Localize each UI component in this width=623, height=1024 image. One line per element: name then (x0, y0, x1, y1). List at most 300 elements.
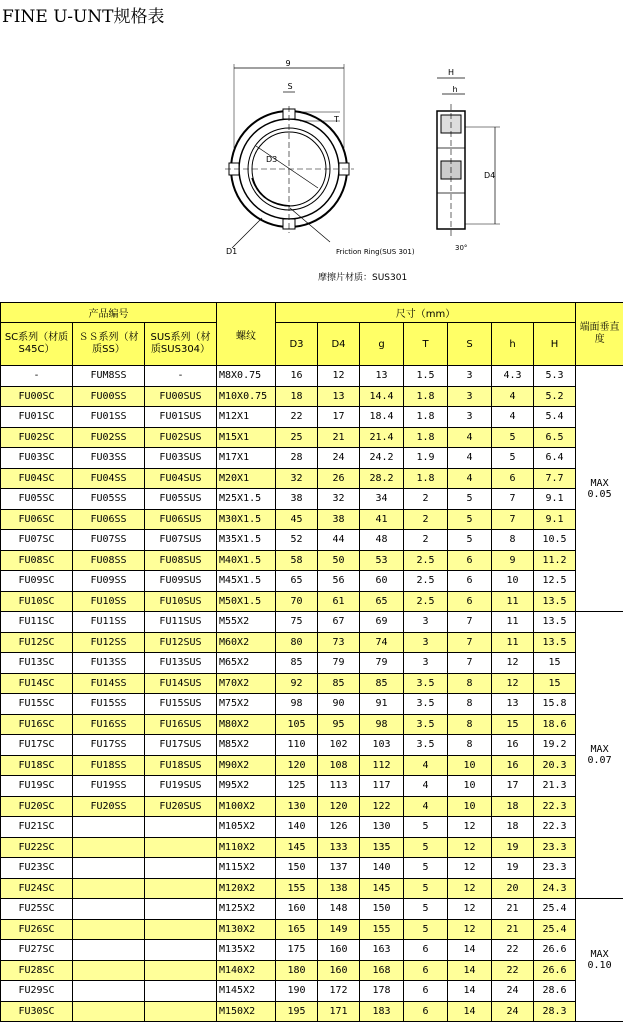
cell-d3: 45 (276, 509, 318, 530)
cell-t: 5 (404, 919, 448, 940)
cell-sus: FU16SUS (145, 714, 217, 735)
cell-s: 8 (448, 735, 492, 756)
cell-sus: FU08SUS (145, 550, 217, 571)
cell-d3: 195 (276, 1001, 318, 1022)
cell-g: 65 (360, 591, 404, 612)
cell-thread: M65X2 (217, 653, 276, 674)
cell-d4: 32 (318, 489, 360, 510)
cell-ss: FU04SS (73, 468, 145, 489)
cell-d3: 110 (276, 735, 318, 756)
cell-g: 79 (360, 653, 404, 674)
material-caption: 摩擦片材质：SUS301 (318, 273, 408, 283)
cell-ss: FU03SS (73, 448, 145, 469)
header-thread: 螺纹 (217, 303, 276, 366)
cell-thread: M12X1 (217, 407, 276, 428)
cell-g: 150 (360, 899, 404, 920)
cell-h: 19 (492, 837, 534, 858)
cell-d3: 28 (276, 448, 318, 469)
cell-d3: 125 (276, 776, 318, 797)
cell-ss (73, 940, 145, 961)
cell-d3: 175 (276, 940, 318, 961)
cell-sc: FU11SC (1, 612, 73, 633)
cell-ss: FU10SS (73, 591, 145, 612)
cell-g: 48 (360, 530, 404, 551)
cell-ss (73, 960, 145, 981)
cell-t: 2.5 (404, 550, 448, 571)
cell-s: 6 (448, 591, 492, 612)
cell-sc: - (1, 366, 73, 387)
cell-H: 23.3 (534, 837, 576, 858)
perpendicularity-value: MAX 0.07 (576, 612, 623, 899)
cell-h: 21 (492, 919, 534, 940)
cell-t: 5 (404, 878, 448, 899)
cell-d3: 190 (276, 981, 318, 1002)
cell-g: 168 (360, 960, 404, 981)
cell-d3: 130 (276, 796, 318, 817)
cell-s: 14 (448, 940, 492, 961)
cell-sc: FU08SC (1, 550, 73, 571)
cell-s: 5 (448, 509, 492, 530)
cell-sus: FU19SUS (145, 776, 217, 797)
cell-thread: M105X2 (217, 817, 276, 838)
cell-t: 6 (404, 940, 448, 961)
cell-h: 6 (492, 468, 534, 489)
cell-H: 26.6 (534, 960, 576, 981)
cell-g: 28.2 (360, 468, 404, 489)
cell-t: 5 (404, 858, 448, 879)
cell-h: 19 (492, 858, 534, 879)
cell-s: 6 (448, 550, 492, 571)
table-row (1, 1001, 623, 1022)
cell-g: 21.4 (360, 427, 404, 448)
cell-sus (145, 1001, 217, 1022)
table-row (1, 632, 623, 653)
table-row (1, 694, 623, 715)
cell-g: 13 (360, 366, 404, 387)
cell-sus: FU18SUS (145, 755, 217, 776)
cell-sus (145, 878, 217, 899)
cell-d4: 12 (318, 366, 360, 387)
cell-H: 28.3 (534, 1001, 576, 1022)
dim-outer-label: D1 (226, 247, 238, 256)
cell-H: 6.5 (534, 427, 576, 448)
table-row (1, 837, 623, 858)
cell-thread: M140X2 (217, 960, 276, 981)
cell-s: 5 (448, 489, 492, 510)
cell-sc: FU05SC (1, 489, 73, 510)
cell-t: 3.5 (404, 735, 448, 756)
cell-g: 85 (360, 673, 404, 694)
cell-d3: 25 (276, 427, 318, 448)
table-row (1, 960, 623, 981)
cell-ss: FU02SS (73, 427, 145, 448)
dim-width-label: 9 (285, 59, 291, 68)
cell-thread: M80X2 (217, 714, 276, 735)
cell-h: 12 (492, 653, 534, 674)
cell-s: 12 (448, 919, 492, 940)
cell-g: 60 (360, 571, 404, 592)
cell-ss: FU07SS (73, 530, 145, 551)
table-row (1, 489, 623, 510)
cell-sus (145, 837, 217, 858)
cell-g: 91 (360, 694, 404, 715)
header-perpendicularity: 端面垂直度 (576, 303, 623, 366)
cell-sus: FU04SUS (145, 468, 217, 489)
cell-d3: 150 (276, 858, 318, 879)
cell-d4: 61 (318, 591, 360, 612)
cell-s: 7 (448, 632, 492, 653)
cell-sc: FU28SC (1, 960, 73, 981)
cell-sc: FU27SC (1, 940, 73, 961)
cell-t: 2 (404, 509, 448, 530)
cell-thread: M75X2 (217, 694, 276, 715)
spec-table (0, 302, 623, 1022)
table-row (1, 550, 623, 571)
cell-s: 14 (448, 960, 492, 981)
cell-s: 8 (448, 694, 492, 715)
cell-h: 4 (492, 386, 534, 407)
cell-H: 5.3 (534, 366, 576, 387)
cell-h: 17 (492, 776, 534, 797)
cell-thread: M70X2 (217, 673, 276, 694)
cell-ss: FU18SS (73, 755, 145, 776)
cell-sus: FU00SUS (145, 386, 217, 407)
cell-sc: FU02SC (1, 427, 73, 448)
table-row (1, 386, 623, 407)
cell-d3: 80 (276, 632, 318, 653)
cell-sus (145, 940, 217, 961)
table-row (1, 776, 623, 797)
cell-g: 122 (360, 796, 404, 817)
cell-thread: M120X2 (217, 878, 276, 899)
dim-slot-label: S (287, 82, 293, 91)
cell-d3: 65 (276, 571, 318, 592)
cell-h: 8 (492, 530, 534, 551)
cell-sc: FU24SC (1, 878, 73, 899)
cell-t: 4 (404, 796, 448, 817)
cell-t: 1.8 (404, 427, 448, 448)
cell-s: 3 (448, 386, 492, 407)
cell-t: 6 (404, 1001, 448, 1022)
cell-sus: FU01SUS (145, 407, 217, 428)
cell-thread: M17X1 (217, 448, 276, 469)
cell-sus: FU15SUS (145, 694, 217, 715)
cell-thread: M95X2 (217, 776, 276, 797)
table-row (1, 878, 623, 899)
cell-g: 183 (360, 1001, 404, 1022)
table-row (1, 796, 623, 817)
cell-d4: 108 (318, 755, 360, 776)
cell-thread: M45X1.5 (217, 571, 276, 592)
cell-ss: FU14SS (73, 673, 145, 694)
cell-sus: FU10SUS (145, 591, 217, 612)
cell-thread: M150X2 (217, 1001, 276, 1022)
cell-d3: 92 (276, 673, 318, 694)
cell-s: 7 (448, 653, 492, 674)
cell-sc: FU18SC (1, 755, 73, 776)
cell-h: 16 (492, 735, 534, 756)
cell-g: 130 (360, 817, 404, 838)
cell-ss (73, 817, 145, 838)
friction-ring-label: Friction Ring(SUS 301) (336, 248, 415, 256)
cell-s: 12 (448, 817, 492, 838)
cell-g: 98 (360, 714, 404, 735)
table-row (1, 612, 623, 633)
cell-sus: FU14SUS (145, 673, 217, 694)
cell-sus: FU02SUS (145, 427, 217, 448)
header-dims-group: 尺寸（mm） (276, 303, 576, 323)
cell-sus (145, 960, 217, 981)
header-sus: SUS系列（材质SUS304） (145, 323, 217, 366)
cell-s: 14 (448, 981, 492, 1002)
cell-h: 16 (492, 755, 534, 776)
cell-g: 53 (360, 550, 404, 571)
cell-h: 20 (492, 878, 534, 899)
cell-sc: FU13SC (1, 653, 73, 674)
cell-sc: FU29SC (1, 981, 73, 1002)
cell-H: 21.3 (534, 776, 576, 797)
cell-ss: FUM8SS (73, 366, 145, 387)
cell-thread: M100X2 (217, 796, 276, 817)
cell-t: 1.8 (404, 468, 448, 489)
cell-thread: M50X1.5 (217, 591, 276, 612)
cell-H: 6.4 (534, 448, 576, 469)
cell-t: 3 (404, 653, 448, 674)
cell-H: 25.4 (534, 919, 576, 940)
cell-s: 7 (448, 612, 492, 633)
cell-t: 1.8 (404, 407, 448, 428)
cell-H: 26.6 (534, 940, 576, 961)
cell-thread: M145X2 (217, 981, 276, 1002)
cell-d3: 85 (276, 653, 318, 674)
cell-ss: FU08SS (73, 550, 145, 571)
cell-h: 12 (492, 673, 534, 694)
cell-g: 18.4 (360, 407, 404, 428)
cell-d4: 113 (318, 776, 360, 797)
cell-g: 135 (360, 837, 404, 858)
table-row (1, 817, 623, 838)
table-row (1, 448, 623, 469)
cell-d3: 18 (276, 386, 318, 407)
perpendicularity-value: MAX 0.10 (576, 899, 623, 1022)
cell-d3: 155 (276, 878, 318, 899)
cell-sc: FU30SC (1, 1001, 73, 1022)
table-row (1, 919, 623, 940)
cell-d4: 67 (318, 612, 360, 633)
cell-ss: FU16SS (73, 714, 145, 735)
cell-H: 12.5 (534, 571, 576, 592)
cell-sus: - (145, 366, 217, 387)
cell-sus: FU06SUS (145, 509, 217, 530)
dim-d4-label: D4 (484, 171, 496, 180)
cell-t: 3.5 (404, 673, 448, 694)
cell-H: 23.3 (534, 858, 576, 879)
cell-t: 2 (404, 489, 448, 510)
cell-g: 14.4 (360, 386, 404, 407)
cell-sus (145, 919, 217, 940)
cell-ss: FU15SS (73, 694, 145, 715)
table-row (1, 755, 623, 776)
cell-sc: FU25SC (1, 899, 73, 920)
cell-sus (145, 981, 217, 1002)
cell-sc: FU04SC (1, 468, 73, 489)
cell-sc: FU15SC (1, 694, 73, 715)
header-t: T (404, 323, 448, 366)
cell-ss: FU17SS (73, 735, 145, 756)
cell-d4: 95 (318, 714, 360, 735)
cell-t: 3.5 (404, 714, 448, 735)
cell-d4: 44 (318, 530, 360, 551)
cell-d4: 171 (318, 1001, 360, 1022)
cell-sus: FU17SUS (145, 735, 217, 756)
cell-d4: 13 (318, 386, 360, 407)
cell-g: 112 (360, 755, 404, 776)
cell-d3: 180 (276, 960, 318, 981)
cell-h: 24 (492, 1001, 534, 1022)
header-ss: ＳＳ系列（材质SS） (73, 323, 145, 366)
cell-H: 9.1 (534, 489, 576, 510)
cell-d3: 165 (276, 919, 318, 940)
cell-ss (73, 981, 145, 1002)
cell-d3: 38 (276, 489, 318, 510)
cell-t: 5 (404, 837, 448, 858)
cell-g: 34 (360, 489, 404, 510)
cell-h: 18 (492, 817, 534, 838)
cell-H: 13.5 (534, 632, 576, 653)
cell-sus: FU12SUS (145, 632, 217, 653)
cell-H: 11.2 (534, 550, 576, 571)
table-row (1, 940, 623, 961)
cell-ss: FU11SS (73, 612, 145, 633)
cell-h: 10 (492, 571, 534, 592)
cell-ss: FU06SS (73, 509, 145, 530)
cell-sc: FU26SC (1, 919, 73, 940)
cell-thread: M85X2 (217, 735, 276, 756)
cell-ss (73, 878, 145, 899)
cell-ss: FU01SS (73, 407, 145, 428)
cell-s: 10 (448, 755, 492, 776)
cell-d4: 38 (318, 509, 360, 530)
perpendicularity-value: MAX 0.05 (576, 366, 623, 612)
cell-ss: FU09SS (73, 571, 145, 592)
cell-d4: 26 (318, 468, 360, 489)
cell-sc: FU09SC (1, 571, 73, 592)
cell-h: 7 (492, 489, 534, 510)
cell-d3: 58 (276, 550, 318, 571)
cell-H: 9.1 (534, 509, 576, 530)
nut-front-view (225, 64, 354, 248)
cell-d3: 160 (276, 899, 318, 920)
cell-sus: FU09SUS (145, 571, 217, 592)
cell-d4: 79 (318, 653, 360, 674)
cell-H: 20.3 (534, 755, 576, 776)
cell-t: 6 (404, 981, 448, 1002)
cell-H: 13.5 (534, 612, 576, 633)
cell-d4: 138 (318, 878, 360, 899)
cell-s: 5 (448, 530, 492, 551)
cell-d4: 148 (318, 899, 360, 920)
cell-t: 5 (404, 817, 448, 838)
cell-g: 24.2 (360, 448, 404, 469)
cell-sus: FU20SUS (145, 796, 217, 817)
cell-t: 1.9 (404, 448, 448, 469)
cell-s: 10 (448, 796, 492, 817)
cell-h: 7 (492, 509, 534, 530)
table-row (1, 653, 623, 674)
cell-d4: 56 (318, 571, 360, 592)
cell-thread: M8X0.75 (217, 366, 276, 387)
technical-drawing (0, 28, 623, 300)
table-row (1, 366, 623, 387)
cell-sus: FU03SUS (145, 448, 217, 469)
cell-s: 12 (448, 899, 492, 920)
cell-h: 11 (492, 632, 534, 653)
cell-h: 9 (492, 550, 534, 571)
cell-s: 14 (448, 1001, 492, 1022)
cell-t: 5 (404, 899, 448, 920)
cell-h: 22 (492, 960, 534, 981)
table-row (1, 673, 623, 694)
cell-sc: FU22SC (1, 837, 73, 858)
cell-thread: M20X1 (217, 468, 276, 489)
cell-d4: 133 (318, 837, 360, 858)
cell-sc: FU12SC (1, 632, 73, 653)
cell-h: 4 (492, 407, 534, 428)
nut-side-view (437, 78, 500, 236)
cell-sc: FU03SC (1, 448, 73, 469)
cell-s: 8 (448, 673, 492, 694)
cell-ss: FU13SS (73, 653, 145, 674)
cell-d4: 24 (318, 448, 360, 469)
table-row (1, 571, 623, 592)
cell-s: 3 (448, 366, 492, 387)
cell-sus: FU05SUS (145, 489, 217, 510)
cell-ss: FU05SS (73, 489, 145, 510)
cell-H: 15 (534, 673, 576, 694)
cell-sus (145, 817, 217, 838)
cell-s: 4 (448, 468, 492, 489)
table-row (1, 530, 623, 551)
cell-d3: 120 (276, 755, 318, 776)
spec-table-body (1, 366, 623, 1022)
cell-h: 13 (492, 694, 534, 715)
cell-d4: 149 (318, 919, 360, 940)
cell-thread: M30X1.5 (217, 509, 276, 530)
table-row (1, 714, 623, 735)
dim-bore-label: D3 (266, 155, 278, 164)
cell-sc: FU20SC (1, 796, 73, 817)
cell-g: 155 (360, 919, 404, 940)
cell-sc: FU07SC (1, 530, 73, 551)
cell-g: 103 (360, 735, 404, 756)
cell-d4: 160 (318, 960, 360, 981)
table-row (1, 858, 623, 879)
cell-ss: FU20SS (73, 796, 145, 817)
cell-H: 22.3 (534, 817, 576, 838)
cell-t: 4 (404, 755, 448, 776)
cell-sc: FU16SC (1, 714, 73, 735)
cell-h: 11 (492, 591, 534, 612)
header-d3: D3 (276, 323, 318, 366)
cell-H: 24.3 (534, 878, 576, 899)
cell-d3: 52 (276, 530, 318, 551)
table-row (1, 735, 623, 756)
cell-thread: M130X2 (217, 919, 276, 940)
cell-ss (73, 1001, 145, 1022)
cell-d4: 17 (318, 407, 360, 428)
cell-thread: M125X2 (217, 899, 276, 920)
cell-sc: FU00SC (1, 386, 73, 407)
